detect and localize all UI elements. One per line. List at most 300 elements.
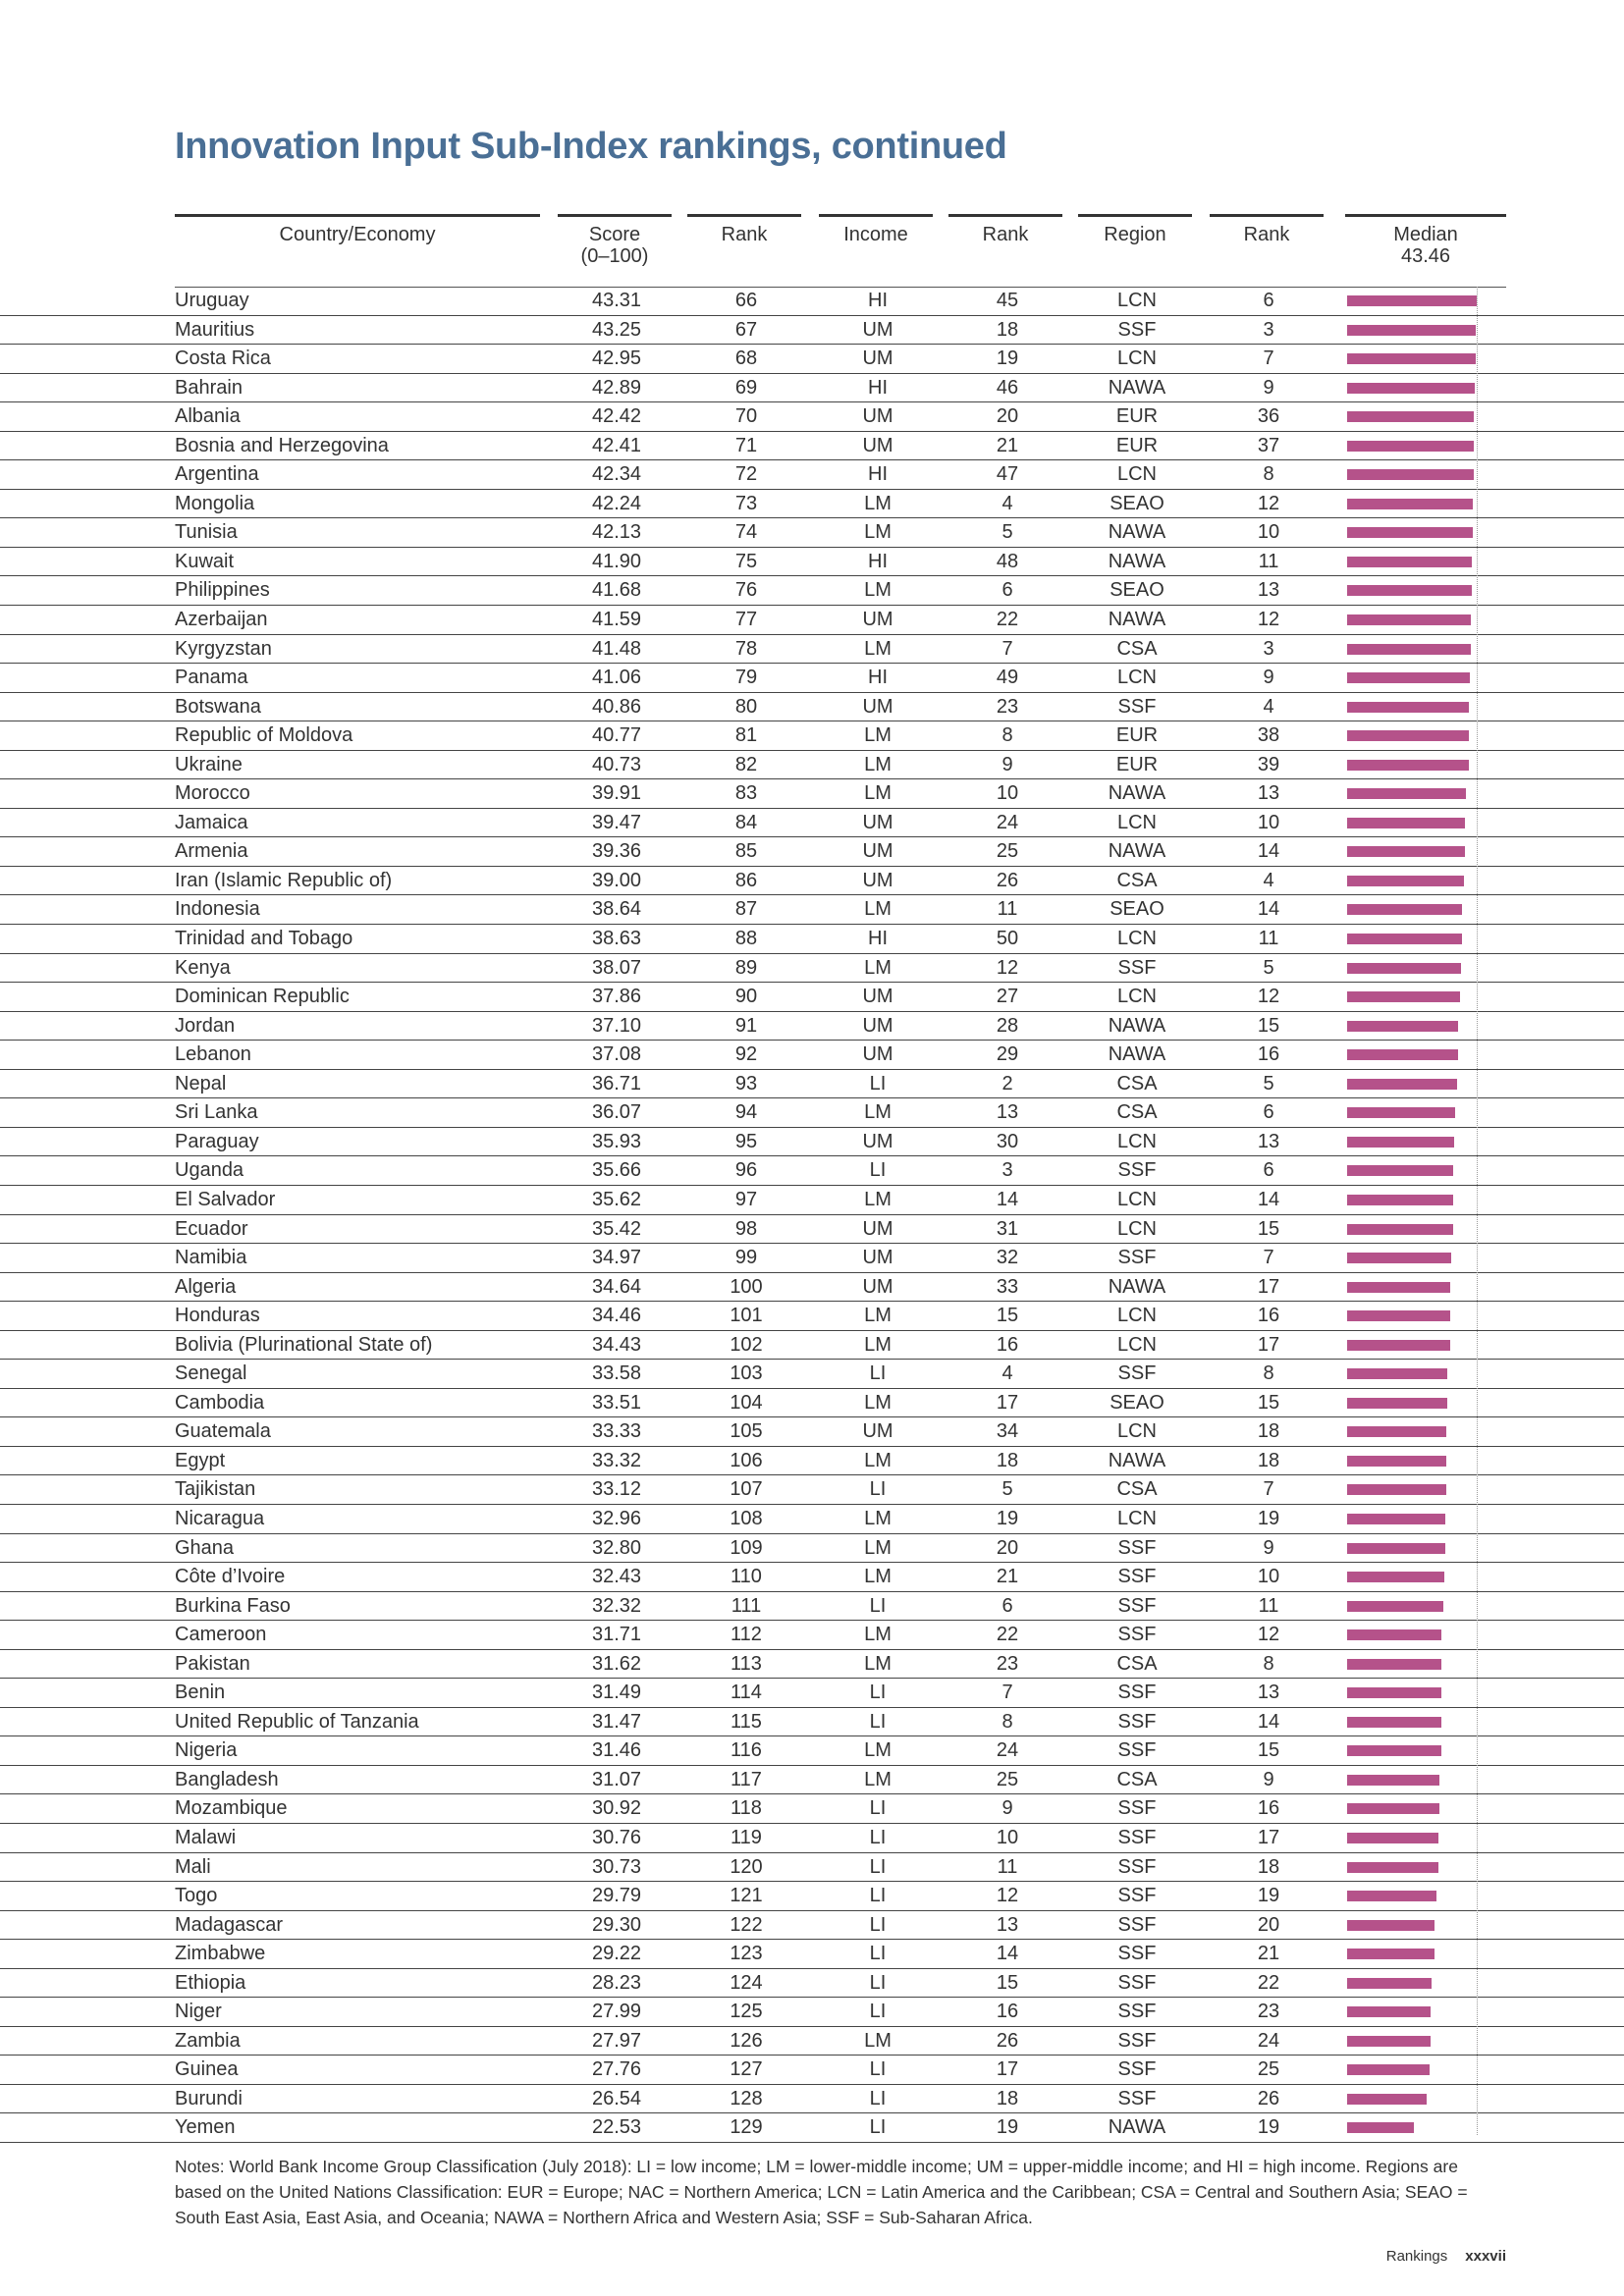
income-cell: UM bbox=[862, 986, 893, 1008]
country-cell: Cambodia bbox=[175, 1391, 265, 1414]
table-row bbox=[0, 1505, 1624, 1534]
income-cell: UM bbox=[862, 1130, 893, 1152]
score-cell: 42.89 bbox=[591, 376, 642, 399]
table-row bbox=[0, 2027, 1624, 2056]
income-rank-cell: 12 bbox=[996, 956, 1019, 979]
score-cell: 29.30 bbox=[591, 1913, 642, 1936]
region-rank-cell: 20 bbox=[1257, 1913, 1280, 1936]
score-cell: 42.41 bbox=[591, 434, 642, 456]
rank-cell: 66 bbox=[734, 290, 758, 311]
score-bar bbox=[1347, 1310, 1450, 1321]
country-cell: Morocco bbox=[175, 782, 250, 805]
income-cell: UM bbox=[862, 695, 893, 718]
region-cell: SSF bbox=[1117, 2029, 1157, 2052]
region-cell: SSF bbox=[1117, 1943, 1157, 1965]
income-cell: LM bbox=[864, 2029, 892, 2052]
region-rank-cell: 5 bbox=[1263, 956, 1274, 979]
score-bar bbox=[1347, 2122, 1414, 2133]
score-bar bbox=[1347, 325, 1476, 336]
country-cell: Nigeria bbox=[175, 1739, 238, 1762]
country-cell: Costa Rica bbox=[175, 347, 271, 370]
header-score bbox=[558, 224, 672, 267]
score-cell: 31.62 bbox=[591, 1652, 642, 1675]
score-bar-cell bbox=[1347, 576, 1504, 604]
country-cell: El Salvador bbox=[175, 1188, 276, 1210]
income-cell: LM bbox=[864, 521, 892, 544]
income-cell: UM bbox=[862, 840, 893, 863]
header-median bbox=[1345, 224, 1506, 267]
region-cell: LCN bbox=[1116, 290, 1157, 311]
country-cell: Sri Lanka bbox=[175, 1101, 258, 1124]
score-bar-cell bbox=[1347, 1882, 1504, 1909]
income-cell: UM bbox=[862, 811, 893, 833]
rank-cell: 122 bbox=[730, 1913, 763, 1936]
income-rank-cell: 14 bbox=[996, 1188, 1019, 1210]
score-bar bbox=[1347, 1253, 1451, 1263]
score-cell: 41.48 bbox=[591, 637, 642, 660]
income-rank-cell: 19 bbox=[996, 1507, 1019, 1529]
rank-cell: 69 bbox=[734, 376, 758, 399]
region-rank-cell: 12 bbox=[1257, 1624, 1280, 1646]
rank-cell: 84 bbox=[734, 811, 758, 833]
income-cell: UM bbox=[862, 869, 893, 891]
score-bar-cell bbox=[1347, 1736, 1504, 1764]
region-cell: CSA bbox=[1116, 1101, 1158, 1124]
rank-cell: 126 bbox=[730, 2029, 763, 2052]
table-row bbox=[0, 635, 1624, 665]
income-rank-cell: 17 bbox=[996, 1391, 1019, 1414]
table-row bbox=[0, 925, 1624, 954]
score-bar bbox=[1347, 991, 1460, 1002]
income-rank-cell: 11 bbox=[997, 1855, 1018, 1878]
region-rank-cell: 16 bbox=[1257, 1305, 1280, 1327]
table-row bbox=[0, 1360, 1624, 1389]
country-cell: Ghana bbox=[175, 1536, 235, 1559]
region-rank-cell: 39 bbox=[1257, 753, 1280, 775]
table-row bbox=[0, 1794, 1624, 1824]
income-rank-cell: 18 bbox=[996, 1449, 1019, 1471]
rank-cell: 119 bbox=[731, 1826, 762, 1848]
country-cell: Guatemala bbox=[175, 1420, 271, 1443]
rank-cell: 116 bbox=[731, 1739, 762, 1762]
income-rank-cell: 6 bbox=[1001, 1594, 1013, 1617]
score-cell: 32.43 bbox=[591, 1566, 642, 1588]
rank-cell: 120 bbox=[730, 1855, 763, 1878]
score-bar-cell bbox=[1347, 779, 1504, 807]
score-bar bbox=[1347, 2036, 1431, 2047]
score-bar-cell bbox=[1347, 1331, 1504, 1359]
rank-cell: 96 bbox=[734, 1159, 758, 1182]
score-cell: 31.47 bbox=[591, 1710, 642, 1733]
country-cell: Côte d’Ivoire bbox=[175, 1566, 286, 1588]
income-cell: HI bbox=[868, 667, 888, 689]
region-cell: NAWA bbox=[1108, 1449, 1166, 1471]
table-row bbox=[0, 1708, 1624, 1737]
income-rank-cell: 18 bbox=[996, 2087, 1019, 2109]
rank-cell: 107 bbox=[730, 1478, 763, 1501]
income-cell: LM bbox=[864, 1566, 892, 1588]
income-rank-cell: 10 bbox=[996, 1826, 1019, 1848]
country-cell: Uganda bbox=[175, 1159, 244, 1182]
income-cell: HI bbox=[868, 928, 888, 950]
score-bar-cell bbox=[1347, 287, 1504, 314]
region-cell: SSF bbox=[1117, 2001, 1157, 2023]
region-cell: NAWA bbox=[1108, 1014, 1166, 1037]
score-bar-cell bbox=[1347, 1360, 1504, 1387]
region-rank-cell: 14 bbox=[1257, 1710, 1280, 1733]
income-cell: UM bbox=[862, 1275, 893, 1298]
score-cell: 31.71 bbox=[591, 1624, 642, 1646]
score-bar bbox=[1347, 353, 1476, 364]
country-cell: Uruguay bbox=[175, 290, 249, 311]
score-bar bbox=[1347, 1745, 1441, 1756]
rank-cell: 92 bbox=[734, 1043, 758, 1066]
score-cell: 40.86 bbox=[591, 695, 642, 718]
region-cell: NAWA bbox=[1108, 550, 1166, 572]
region-cell: SSF bbox=[1117, 1826, 1157, 1848]
rank-cell: 123 bbox=[730, 1943, 763, 1965]
score-bar bbox=[1347, 788, 1466, 799]
rank-cell: 80 bbox=[734, 695, 758, 718]
score-bar-cell bbox=[1347, 548, 1504, 575]
region-rank-cell: 10 bbox=[1257, 811, 1280, 833]
rank-cell: 98 bbox=[734, 1217, 758, 1240]
header-score-label: Score bbox=[588, 224, 641, 245]
country-cell: Malawi bbox=[175, 1826, 237, 1848]
table-row bbox=[0, 1273, 1624, 1303]
score-bar bbox=[1347, 1717, 1441, 1728]
region-cell: SEAO bbox=[1110, 492, 1164, 514]
region-cell: SSF bbox=[1117, 1913, 1157, 1936]
income-rank-cell: 24 bbox=[996, 811, 1019, 833]
income-rank-cell: 16 bbox=[996, 1333, 1019, 1356]
country-cell: Zimbabwe bbox=[175, 1943, 266, 1965]
region-cell: SSF bbox=[1117, 1159, 1157, 1182]
income-rank-cell: 45 bbox=[996, 290, 1019, 311]
score-cell: 35.66 bbox=[591, 1159, 642, 1182]
income-rank-cell: 26 bbox=[996, 2029, 1019, 2052]
score-cell: 34.64 bbox=[591, 1275, 642, 1298]
region-rank-cell: 8 bbox=[1263, 463, 1274, 486]
score-bar-cell bbox=[1347, 1012, 1504, 1040]
income-rank-cell: 24 bbox=[996, 1739, 1019, 1762]
country-cell: Burundi bbox=[175, 2087, 243, 2109]
income-cell: UM bbox=[862, 1247, 893, 1269]
score-bar bbox=[1347, 2094, 1427, 2105]
region-cell: NAWA bbox=[1108, 840, 1166, 863]
score-bar bbox=[1347, 1079, 1457, 1090]
country-cell: Namibia bbox=[175, 1247, 247, 1269]
country-cell: Jordan bbox=[175, 1014, 236, 1037]
income-cell: LM bbox=[864, 1391, 892, 1414]
score-cell: 31.46 bbox=[591, 1739, 642, 1762]
score-bar bbox=[1347, 527, 1473, 538]
score-bar bbox=[1347, 1484, 1446, 1495]
region-cell: SEAO bbox=[1110, 1391, 1164, 1414]
country-cell: Bahrain bbox=[175, 376, 243, 399]
region-cell: NAWA bbox=[1108, 609, 1166, 631]
region-rank-cell: 24 bbox=[1257, 2029, 1280, 2052]
region-cell: SSF bbox=[1117, 1710, 1157, 1733]
region-rank-cell: 13 bbox=[1257, 579, 1280, 602]
rank-cell: 111 bbox=[731, 1594, 762, 1617]
region-rank-cell: 22 bbox=[1257, 1971, 1280, 1994]
score-bar-cell bbox=[1347, 1592, 1504, 1620]
country-cell: Nepal bbox=[175, 1072, 227, 1095]
income-rank-cell: 5 bbox=[1001, 1478, 1013, 1501]
region-rank-cell: 38 bbox=[1257, 724, 1280, 747]
score-cell: 29.22 bbox=[591, 1943, 642, 1965]
country-cell: Nicaragua bbox=[175, 1507, 265, 1529]
income-cell: LI bbox=[869, 1710, 887, 1733]
table-row bbox=[0, 954, 1624, 984]
country-cell: Albania bbox=[175, 405, 241, 428]
rank-cell: 117 bbox=[731, 1768, 762, 1790]
score-bar bbox=[1347, 1165, 1453, 1176]
region-cell: SSF bbox=[1117, 1624, 1157, 1646]
rank-cell: 97 bbox=[734, 1188, 758, 1210]
score-bar bbox=[1347, 1687, 1441, 1698]
score-bar bbox=[1347, 1833, 1438, 1843]
region-rank-cell: 26 bbox=[1257, 2087, 1280, 2109]
table-row bbox=[0, 1012, 1624, 1041]
rank-cell: 125 bbox=[730, 2001, 763, 2023]
score-bar bbox=[1347, 585, 1472, 596]
income-rank-cell: 32 bbox=[996, 1247, 1019, 1269]
rank-cell: 67 bbox=[734, 318, 758, 341]
table-row bbox=[0, 721, 1624, 751]
region-rank-cell: 14 bbox=[1257, 840, 1280, 863]
header-rule-country bbox=[175, 214, 540, 217]
income-cell: LM bbox=[864, 1624, 892, 1646]
score-bar bbox=[1347, 1456, 1446, 1467]
rank-cell: 124 bbox=[730, 1971, 763, 1994]
income-cell: LI bbox=[869, 1682, 887, 1704]
score-cell: 42.34 bbox=[591, 463, 642, 486]
region-rank-cell: 8 bbox=[1263, 1362, 1274, 1385]
header-region-rank: Rank bbox=[1243, 224, 1290, 245]
score-bar-cell bbox=[1347, 954, 1504, 982]
rankings-table-body bbox=[0, 287, 1624, 2143]
table-row bbox=[0, 1041, 1624, 1070]
region-rank-cell: 37 bbox=[1257, 434, 1280, 456]
table-row bbox=[0, 1882, 1624, 1911]
score-bar bbox=[1347, 702, 1469, 713]
region-rank-cell: 36 bbox=[1257, 405, 1280, 428]
region-rank-cell: 15 bbox=[1257, 1217, 1280, 1240]
table-row bbox=[0, 1215, 1624, 1245]
header-rule-rank bbox=[687, 214, 801, 217]
score-cell: 33.12 bbox=[591, 1478, 642, 1501]
region-cell: EUR bbox=[1115, 724, 1159, 747]
region-cell: SSF bbox=[1117, 1971, 1157, 1994]
table-row bbox=[0, 287, 1624, 316]
score-bar-cell bbox=[1347, 1186, 1504, 1213]
income-cell: LM bbox=[864, 1536, 892, 1559]
country-cell: Republic of Moldova bbox=[175, 724, 353, 747]
region-rank-cell: 9 bbox=[1263, 667, 1274, 689]
region-rank-cell: 17 bbox=[1257, 1333, 1280, 1356]
score-bar-cell bbox=[1347, 1417, 1504, 1445]
score-bar bbox=[1347, 1195, 1453, 1205]
region-rank-cell: 5 bbox=[1263, 1072, 1274, 1095]
score-bar bbox=[1347, 904, 1462, 915]
score-bar bbox=[1347, 383, 1475, 394]
country-cell: Tunisia bbox=[175, 521, 238, 544]
region-cell: EUR bbox=[1115, 405, 1159, 428]
income-rank-cell: 12 bbox=[996, 1885, 1019, 1907]
rank-cell: 99 bbox=[734, 1247, 758, 1269]
score-cell: 41.59 bbox=[591, 609, 642, 631]
country-cell: Egypt bbox=[175, 1449, 226, 1471]
score-cell: 39.91 bbox=[591, 782, 642, 805]
footer-section: Rankings bbox=[1385, 2248, 1448, 2265]
region-rank-cell: 11 bbox=[1258, 1594, 1279, 1617]
score-cell: 33.32 bbox=[591, 1449, 642, 1471]
income-rank-cell: 19 bbox=[996, 2116, 1019, 2139]
income-rank-cell: 30 bbox=[996, 1130, 1019, 1152]
score-cell: 28.23 bbox=[591, 1971, 642, 1994]
country-cell: Dominican Republic bbox=[175, 986, 350, 1008]
income-rank-cell: 26 bbox=[996, 869, 1019, 891]
score-cell: 27.76 bbox=[591, 2058, 642, 2081]
income-cell: LI bbox=[869, 1159, 887, 1182]
score-bar-cell bbox=[1347, 316, 1504, 344]
country-cell: Yemen bbox=[175, 2116, 236, 2139]
table-row bbox=[0, 867, 1624, 896]
table-row bbox=[0, 1447, 1624, 1476]
income-cell: LM bbox=[864, 1768, 892, 1790]
region-rank-cell: 3 bbox=[1263, 318, 1274, 341]
score-bar-cell bbox=[1347, 1128, 1504, 1155]
rank-cell: 90 bbox=[734, 986, 758, 1008]
region-cell: CSA bbox=[1116, 869, 1158, 891]
page-footer bbox=[1386, 2248, 1506, 2265]
region-cell: NAWA bbox=[1108, 782, 1166, 805]
rank-cell: 109 bbox=[730, 1536, 763, 1559]
country-cell: Honduras bbox=[175, 1305, 260, 1327]
score-bar bbox=[1347, 1803, 1439, 1814]
income-cell: HI bbox=[868, 290, 888, 311]
country-cell: Niger bbox=[175, 2001, 222, 2023]
income-rank-cell: 33 bbox=[996, 1275, 1019, 1298]
region-rank-cell: 9 bbox=[1263, 1768, 1274, 1790]
score-bar bbox=[1347, 1368, 1447, 1379]
income-rank-cell: 13 bbox=[996, 1101, 1019, 1124]
score-cell: 39.47 bbox=[591, 811, 642, 833]
table-row bbox=[0, 1766, 1624, 1795]
score-bar-cell bbox=[1347, 1621, 1504, 1648]
rank-cell: 115 bbox=[731, 1710, 762, 1733]
score-bar-cell bbox=[1347, 345, 1504, 372]
score-bar-cell bbox=[1347, 1679, 1504, 1706]
rank-cell: 91 bbox=[734, 1014, 758, 1037]
score-bar bbox=[1347, 1659, 1441, 1670]
score-cell: 37.10 bbox=[591, 1014, 642, 1037]
score-cell: 30.76 bbox=[591, 1826, 642, 1848]
table-row bbox=[0, 693, 1624, 722]
region-cell: SSF bbox=[1117, 1797, 1157, 1820]
score-bar bbox=[1347, 644, 1471, 655]
income-cell: LI bbox=[869, 1943, 887, 1965]
median-reference-line bbox=[1477, 287, 1478, 2135]
rank-cell: 88 bbox=[734, 928, 758, 950]
income-rank-cell: 50 bbox=[996, 928, 1019, 950]
score-cell: 42.24 bbox=[591, 492, 642, 514]
country-cell: Bangladesh bbox=[175, 1768, 279, 1790]
score-bar-cell bbox=[1347, 1244, 1504, 1271]
country-cell: United Republic of Tanzania bbox=[175, 1710, 419, 1733]
score-bar bbox=[1347, 963, 1461, 974]
income-cell: LM bbox=[864, 1652, 892, 1675]
table-row bbox=[0, 1998, 1624, 2027]
score-cell: 34.43 bbox=[591, 1333, 642, 1356]
rank-cell: 121 bbox=[730, 1885, 763, 1907]
country-cell: Kenya bbox=[175, 956, 231, 979]
region-cell: SSF bbox=[1117, 956, 1157, 979]
income-cell: LI bbox=[869, 1971, 887, 1994]
income-cell: UM bbox=[862, 405, 893, 428]
country-cell: Tajikistan bbox=[175, 1478, 256, 1501]
income-cell: LM bbox=[864, 1188, 892, 1210]
score-cell: 26.54 bbox=[591, 2087, 642, 2109]
score-bar-cell bbox=[1347, 1998, 1504, 2025]
income-rank-cell: 4 bbox=[1001, 1362, 1013, 1385]
score-bar-cell bbox=[1347, 809, 1504, 836]
region-cell: CSA bbox=[1116, 1652, 1158, 1675]
region-rank-cell: 21 bbox=[1257, 1943, 1280, 1965]
income-cell: LI bbox=[869, 1885, 887, 1907]
score-bar-cell bbox=[1347, 693, 1504, 721]
region-rank-cell: 13 bbox=[1257, 1682, 1280, 1704]
score-cell: 39.36 bbox=[591, 840, 642, 863]
score-bar-cell bbox=[1347, 837, 1504, 865]
score-bar bbox=[1347, 1775, 1439, 1786]
score-cell: 33.33 bbox=[591, 1420, 642, 1443]
country-cell: Senegal bbox=[175, 1362, 247, 1385]
region-rank-cell: 15 bbox=[1257, 1014, 1280, 1037]
score-bar bbox=[1347, 441, 1474, 452]
region-cell: LCN bbox=[1116, 1507, 1157, 1529]
score-bar bbox=[1347, 1891, 1436, 1901]
rank-cell: 112 bbox=[731, 1624, 762, 1646]
score-bar-cell bbox=[1347, 1853, 1504, 1881]
score-cell: 29.79 bbox=[591, 1885, 642, 1907]
score-bar-cell bbox=[1347, 2056, 1504, 2083]
country-cell: Mozambique bbox=[175, 1797, 288, 1820]
income-cell: LM bbox=[864, 1739, 892, 1762]
region-cell: LCN bbox=[1116, 347, 1157, 370]
country-cell: Philippines bbox=[175, 579, 270, 602]
score-cell: 31.07 bbox=[591, 1768, 642, 1790]
region-cell: SSF bbox=[1117, 1536, 1157, 1559]
score-bar-cell bbox=[1347, 1505, 1504, 1532]
score-bar-cell bbox=[1347, 1389, 1504, 1416]
region-rank-cell: 4 bbox=[1263, 695, 1274, 718]
header-median-value: 43.46 bbox=[1400, 245, 1451, 267]
score-cell: 40.73 bbox=[591, 753, 642, 775]
score-bar-cell bbox=[1347, 1273, 1504, 1301]
score-bar-cell bbox=[1347, 1447, 1504, 1474]
rank-cell: 110 bbox=[731, 1566, 762, 1588]
score-bar bbox=[1347, 672, 1470, 683]
income-rank-cell: 20 bbox=[996, 1536, 1019, 1559]
rank-cell: 106 bbox=[730, 1449, 763, 1471]
region-rank-cell: 18 bbox=[1257, 1855, 1280, 1878]
score-bar-cell bbox=[1347, 1215, 1504, 1243]
region-rank-cell: 8 bbox=[1263, 1652, 1274, 1675]
score-cell: 43.25 bbox=[591, 318, 642, 341]
